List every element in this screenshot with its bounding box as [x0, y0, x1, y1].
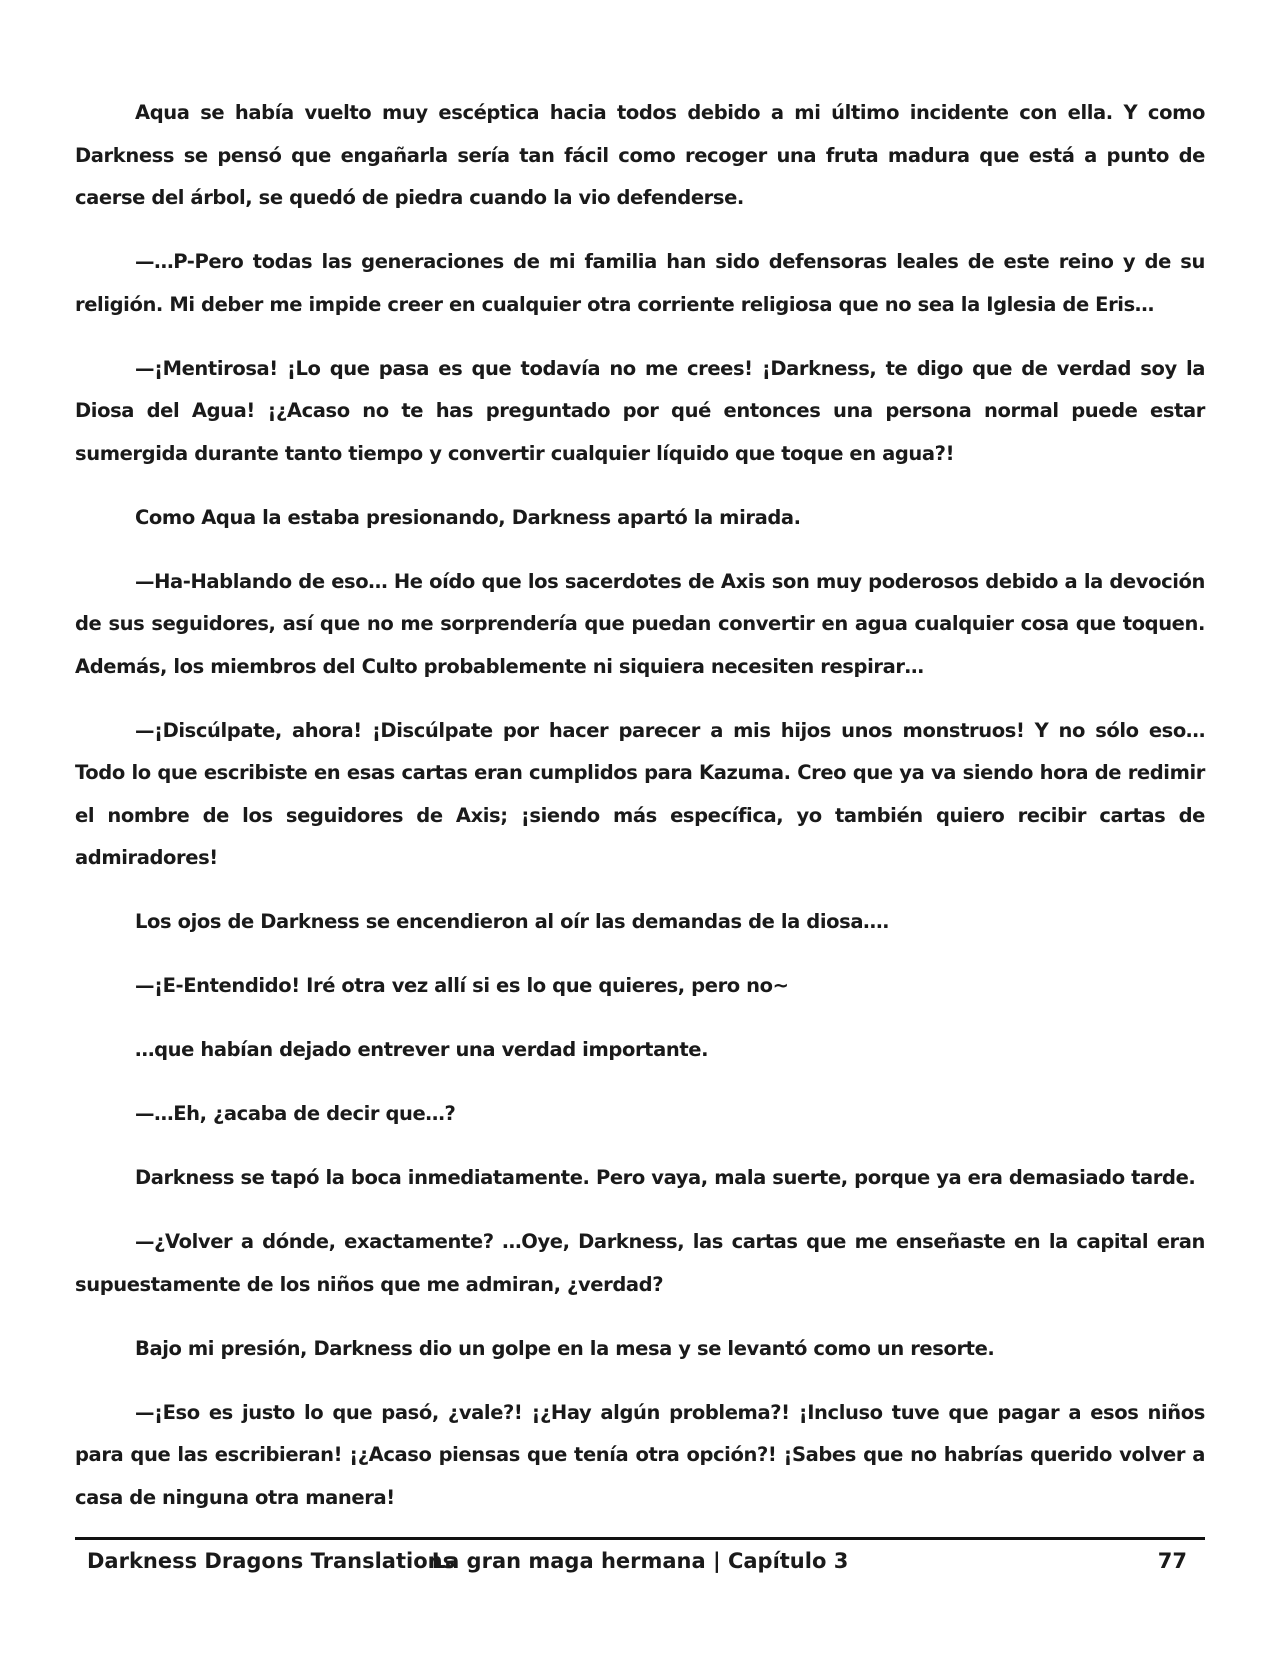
footer-divider	[75, 1537, 1205, 1540]
paragraph: —¡Discúlpate, ahora! ¡Discúlpate por hacer parecer a mis hijos unos monstruos! Y no sólo eso… Todo lo que escribiste en esas cartas eran cumplidos para Kazuma. Creo que ya va siendo hora de redimir el nombre de los seguidores de Axis; ¡siendo más específica, yo también quiero recibir cartas de admiradores!	[75, 718, 1205, 869]
paragraph: —¡Eso es justo lo que pasó, ¿vale?! ¡¿Hay algún problema?! ¡Incluso tuve que pagar a esos niños para que las escribieran! ¡¿Acaso piensas que tenía otra opción?! ¡Sabes que no habrías querido volver a casa de ninguna otra manera!	[75, 1400, 1205, 1509]
page-footer	[75, 1549, 1205, 1583]
page-number: 77	[1157, 1549, 1187, 1573]
paragraph: …que habían dejado entrever una verdad importante.	[135, 1038, 709, 1061]
paragraph: Los ojos de Darkness se encendieron al oír las demandas de la diosa….	[135, 910, 890, 933]
footer-translator-credit: Darkness Dragons Translations	[87, 1549, 456, 1573]
paragraph: Bajo mi presión, Darkness dio un golpe en la mesa y se levantó como un resorte.	[135, 1336, 995, 1360]
paragraph: Como Aqua la estaba presionando, Darkness apartó la mirada.	[135, 505, 801, 529]
paragraph: —¡Mentirosa! ¡Lo que pasa es que todavía no me crees! ¡Darkness, te digo que de verdad soy la Diosa del Agua! ¡¿Acaso no te has preguntado por qué entonces una persona normal puede estar sumergida durante tanto tiempo y convertir cualquier líquido que toque en agua?!	[75, 356, 1205, 465]
paragraph: Aqua se había vuelto muy escéptica hacia todos debido a mi último incidente con ella. Y como Darkness se pensó que engañarla sería tan fácil como recoger una fruta madura que está a punto de caerse del árbol, se quedó de piedra cuando la vio defenderse.	[75, 101, 1205, 209]
paragraph: —…P-Pero todas las generaciones de mi familia han sido defensoras leales de este reino y de su religión. Mi deber me impide creer en cualquier otra corriente religiosa que no sea la Iglesia de Eris…	[75, 250, 1205, 316]
footer-chapter-title: La gran maga hermana | Capítulo 3	[431, 1549, 849, 1573]
paragraph: —¡E-Entendido! Iré otra vez allí si es lo que quieres, pero no~	[135, 974, 789, 997]
paragraph: Darkness se tapó la boca inmediatamente. Pero vaya, mala suerte, porque ya era demasiado tarde.	[135, 1166, 1196, 1189]
paragraph: —…Eh, ¿acaba de decir que…?	[135, 1102, 456, 1125]
page-body	[75, 92, 1205, 1541]
paragraph: —¿Volver a dónde, exactamente? …Oye, Darkness, las cartas que me enseñaste en la capital eran supuestamente de los niños que me admiran, ¿verdad?	[75, 1230, 1205, 1296]
paragraph: —Ha-Hablando de eso… He oído que los sacerdotes de Axis son muy poderosos debido a la devoción de sus seguidores, así que no me sorprendería que puedan convertir en agua cualquier cosa que toquen. Además, los miembros del Culto probablemente ni siquiera necesiten respirar…	[75, 569, 1205, 678]
